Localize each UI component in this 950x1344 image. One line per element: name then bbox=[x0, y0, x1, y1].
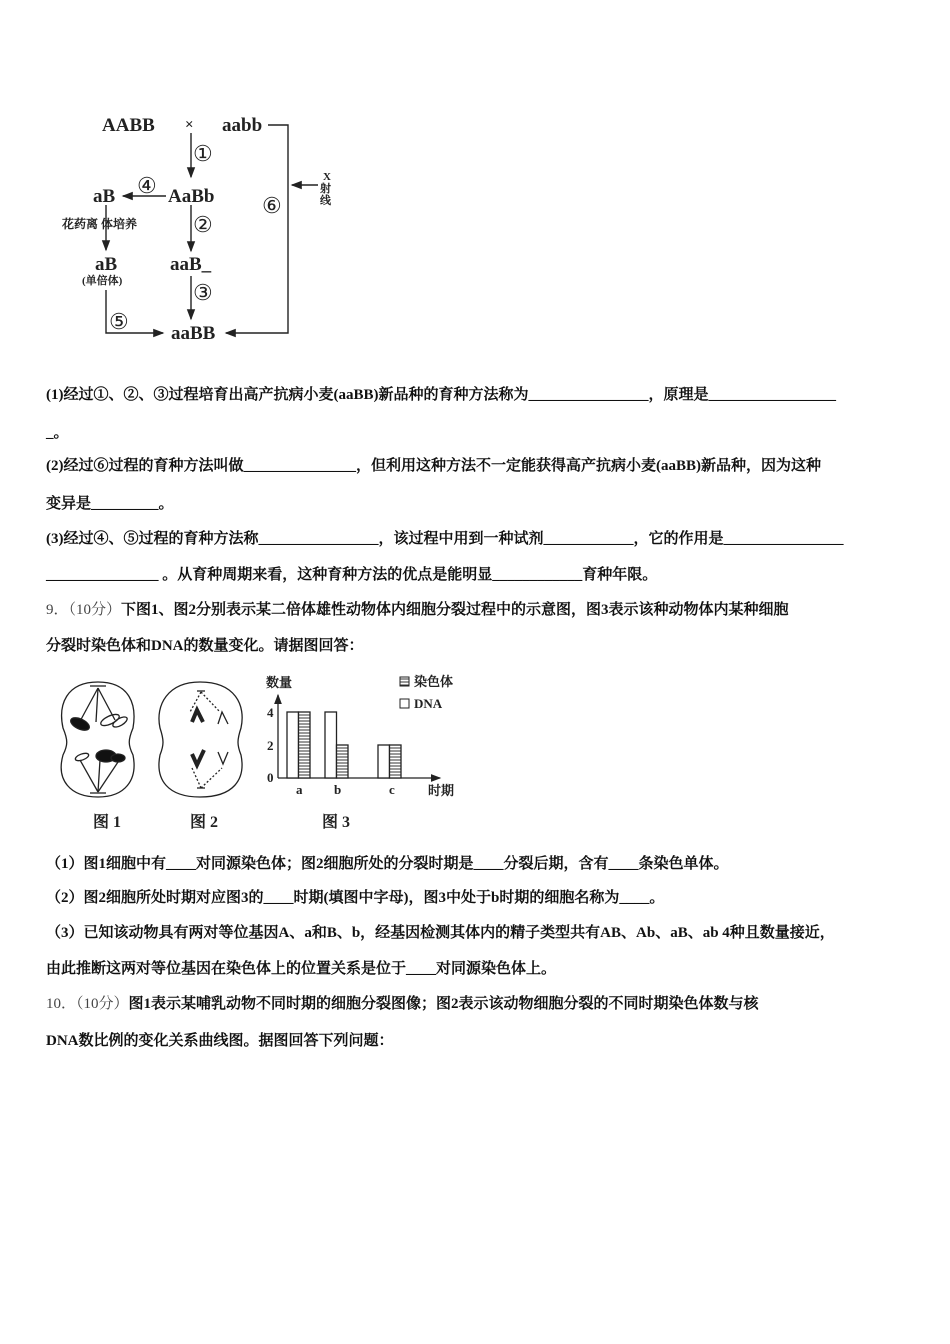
step-2: ② bbox=[193, 212, 213, 237]
q9-sub2: （2）图2细胞所处时期对应图3的____时期(填图中字母)，图3中处于b时期的细胞名称为____。 bbox=[46, 890, 665, 906]
q8-part1: (1)经过①、②、③过程培育出高产抗病小麦(aaBB)新品种的育种方法称为________________，原理是_________________ bbox=[46, 387, 836, 403]
q9-sub1: （1）图1细胞中有____对同源染色体；图2细胞所处的分裂时期是____分裂后期，含有____条染色单体。 bbox=[46, 856, 729, 872]
xray-1: 射 bbox=[320, 183, 331, 195]
y-tick-2: 2 bbox=[267, 738, 274, 753]
legend-swatch-dna bbox=[400, 699, 409, 708]
gamete-genotype: aB bbox=[93, 186, 116, 207]
cross-symbol: × bbox=[185, 117, 194, 133]
final-genotype: aaBB bbox=[171, 323, 216, 344]
x-tick-b: b bbox=[334, 782, 342, 797]
legend-swatch-chromosome bbox=[400, 677, 409, 686]
q8-part3: (3)经过④、⑤过程的育种方法称________________，该过程中用到一种试剂____________，它的作用是________________ bbox=[46, 531, 844, 547]
xray-x: X bbox=[323, 171, 331, 183]
legend-dna: DNA bbox=[414, 696, 443, 711]
step-4: ④ bbox=[137, 173, 157, 198]
y-tick-4: 4 bbox=[267, 705, 274, 720]
bar-dna-b bbox=[325, 712, 337, 778]
chart-ylabel: 数量 bbox=[266, 675, 293, 690]
q9-stem-line2: 分裂时染色体和DNA的数量变化。请据图回答： bbox=[46, 638, 364, 654]
x-tick-c: c bbox=[389, 782, 395, 797]
parent1: AABB bbox=[102, 115, 155, 136]
q10-stem-line2: DNA数比例的变化关系曲线图。据图回答下列问题： bbox=[46, 1033, 394, 1049]
q9-number: 9．（10分） bbox=[46, 602, 122, 618]
q9-stem1: 下图1、图2分别表示某二倍体雄性动物体内细胞分裂过程中的示意图，图3表示该种动物体内某种细胞 bbox=[121, 602, 789, 618]
q10-stem1: 图1表示某哺乳动物不同时期的细胞分裂图像；图2表示该动物细胞分裂的不同时期染色体数与核 bbox=[128, 996, 759, 1012]
figure-1-cell bbox=[61, 682, 134, 797]
q8-part2: (2)经过⑥过程的育种方法叫做_______________，但利用这种方法不一定能获得高产抗病小麦(aaBB)新品种，因为这种 bbox=[46, 458, 821, 474]
bar-chromosome-b bbox=[337, 745, 349, 778]
f1-genotype: AaBb bbox=[168, 186, 215, 207]
step-6: ⑥ bbox=[262, 193, 282, 218]
figure-2-cell bbox=[159, 682, 242, 797]
bar-dna-a bbox=[287, 712, 299, 778]
q8-part2-cont: 变异是_________。 bbox=[46, 496, 174, 512]
fig1-caption: 图 1 bbox=[93, 814, 122, 831]
step-3: ③ bbox=[193, 280, 213, 305]
chart-xlabel: 时期 bbox=[428, 783, 455, 798]
haploid-genotype: aB bbox=[95, 254, 118, 275]
q9-sub3: （3）已知该动物具有两对等位基因A、a和B、b，经基因检测其体内的精子类型共有AB、Ab、aB、ab 4种且数量接近， bbox=[46, 925, 835, 941]
q8-part1-cont: _。 bbox=[46, 425, 69, 441]
x-tick-a: a bbox=[296, 782, 303, 797]
q10-stem-line1 bbox=[46, 994, 759, 1014]
step-1: ① bbox=[193, 141, 213, 166]
fig2-caption: 图 2 bbox=[190, 814, 219, 831]
xray-2: 线 bbox=[320, 195, 331, 207]
haploid-note: (单倍体) bbox=[82, 275, 123, 287]
anther-culture-label: 花药离 体培养 bbox=[62, 217, 138, 231]
step2-genotype: aaB_ bbox=[170, 254, 212, 275]
fig3-caption: 图 3 bbox=[322, 814, 351, 831]
step-5: ⑤ bbox=[109, 309, 129, 334]
q8-part3-cont: _______________ 。从育种周期来看，这种育种方法的优点是能明显____________育种年限。 bbox=[46, 567, 658, 583]
bar-chromosome-c bbox=[390, 745, 402, 778]
bar-chromosome-a bbox=[299, 712, 311, 778]
bar-dna-c bbox=[378, 745, 390, 778]
y-tick-0: 0 bbox=[267, 770, 274, 785]
parent2: aabb bbox=[222, 115, 263, 136]
legend-chromosome: 染色体 bbox=[414, 674, 454, 689]
q9-sub3-cont: 由此推断这两对等位基因在染色体上的位置关系是位于____对同源染色体上。 bbox=[46, 961, 557, 977]
q10-number: 10．（10分） bbox=[46, 996, 129, 1012]
